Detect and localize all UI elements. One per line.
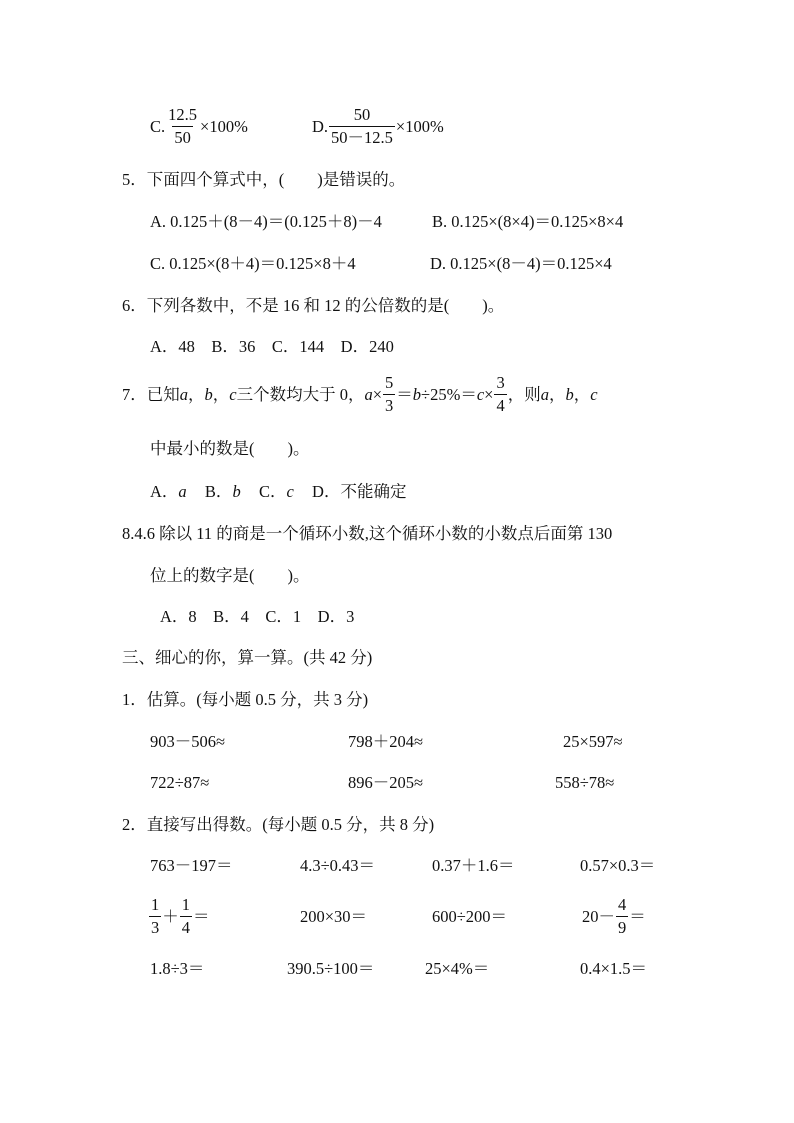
fraction: $\frac{1}{4}$ xyxy=(181,895,190,937)
calc-item: 600÷200＝ xyxy=(432,907,508,926)
q7-stem: 7．已知 a ， b ， c 三个数均大于 0， a × $\frac{5}{3}$ ＝ b ÷25%＝ c × $\frac{3}{4}$ ，则 a ， b ， c xyxy=(122,373,598,415)
q6-options: A．48 B．36 C．144 D．240 xyxy=(150,337,394,356)
q7-options: A．a B．b C．c D．不能确定 xyxy=(150,482,407,501)
q6-stem: 6．下列各数中，不是 16 和 12 的公倍数的是( )。 xyxy=(122,296,505,315)
calc-item: 390.5÷100＝ xyxy=(287,959,375,978)
q5-option-b: B. 0.125×(8×4)＝0.125×8×4 xyxy=(432,212,624,231)
calc-item: 0.4×1.5＝ xyxy=(580,959,648,978)
q4-option-d: D. $\frac{50}{50-12.5}$ ×100% xyxy=(312,105,444,147)
estimate-item: 896－205≈ xyxy=(348,773,424,792)
calc-item: 1.8÷3＝ xyxy=(150,959,205,978)
option-label: C. xyxy=(150,116,166,136)
calc-item: 25×4%＝ xyxy=(425,959,490,978)
calc-item: 763－197＝ xyxy=(150,856,233,875)
calc-item: 200×30＝ xyxy=(300,907,368,926)
calc-item: 4.3÷0.43＝ xyxy=(300,856,376,875)
option-label: D. xyxy=(312,116,329,136)
fraction: $\frac{50}{50-12.5}$ xyxy=(331,105,393,147)
fraction: $\frac{5}{3}$ xyxy=(385,373,394,415)
q5-option-d: D. 0.125×(8－4)＝0.125×4 xyxy=(430,254,612,273)
estimate-item: 25×597≈ xyxy=(563,732,623,751)
fraction: $\frac{12.5}{50}$ xyxy=(168,105,198,147)
estimate-item: 903－506≈ xyxy=(150,732,226,751)
q5-option-a: A. 0.125＋(8－4)＝(0.125＋8)－4 xyxy=(150,212,382,231)
q8-line1: 8.4.6 除以 11 的商是一个循环小数,这个循环小数的小数点后面第 130 xyxy=(122,524,613,543)
q4-option-c: C. $\frac{12.5}{50}$ ×100% xyxy=(150,105,248,147)
estimate-item: 558÷78≈ xyxy=(555,773,615,792)
calc-item: 0.57×0.3＝ xyxy=(580,856,656,875)
s3q1-title: 1．估算。(每小题 0.5 分，共 3 分) xyxy=(122,690,369,709)
q8-options: A．8 B．4 C．1 D．3 xyxy=(160,607,355,626)
fraction: $\frac{1}{3}$ xyxy=(151,895,160,937)
fraction: $\frac{4}{9}$ xyxy=(618,895,627,937)
calc-item-fraction-sub: 20－ $\frac{4}{9}$ ＝ xyxy=(582,895,646,937)
q5-option-c: C. 0.125×(8＋4)＝0.125×8＋4 xyxy=(150,254,356,273)
q8-line2: 位上的数字是( )。 xyxy=(150,566,310,585)
s3q2-title: 2．直接写出得数。(每小题 0.5 分，共 8 分) xyxy=(122,815,435,834)
calc-item-fraction-sum: $\frac{1}{3}$ ＋ $\frac{1}{4}$ ＝ xyxy=(151,895,210,937)
q7-line2: 中最小的数是( )。 xyxy=(150,439,310,458)
calc-item: 0.37＋1.6＝ xyxy=(432,856,515,875)
estimate-item: 798＋204≈ xyxy=(348,732,424,751)
fraction: $\frac{3}{4}$ xyxy=(496,373,505,415)
section3-title: 三、细心的你，算一算。(共 42 分) xyxy=(122,648,373,667)
q5-stem: 5．下面四个算式中，( )是错误的。 xyxy=(122,170,406,189)
estimate-item: 722÷87≈ xyxy=(150,773,210,792)
